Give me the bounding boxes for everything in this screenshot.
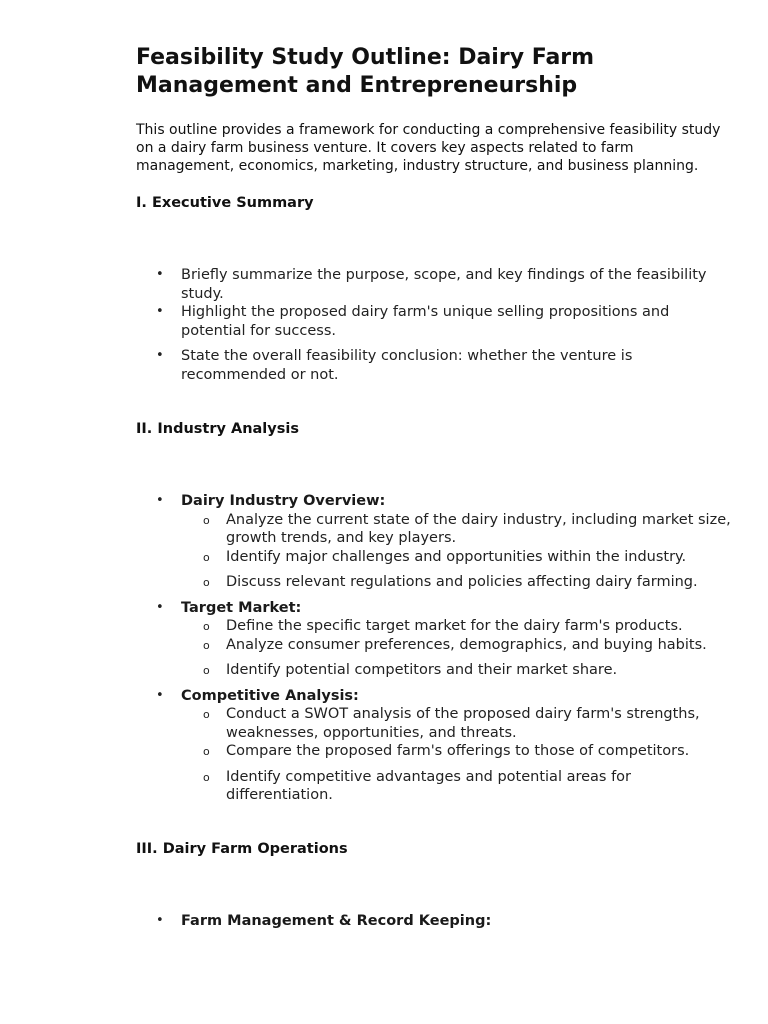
executive-summary-list — [136, 266, 732, 384]
sub-list-item — [181, 573, 732, 592]
group-label: Dairy Industry Overview: — [181, 493, 386, 509]
sub-list-item — [181, 548, 732, 567]
sub-list-item — [181, 742, 732, 761]
section-heading-industry-analysis: II. Industry Analysis — [136, 421, 299, 437]
sub-list-item — [181, 511, 732, 548]
dairy-farm-operations-list — [136, 912, 732, 931]
sub-item-text: Analyze the current state of the dairy industry, including market size, growth trends, and key players. — [226, 511, 731, 546]
sub-list-item — [181, 661, 732, 680]
document-content — [136, 44, 732, 930]
list-item-text: Highlight the proposed dairy farm's unique selling propositions and potential for success. — [181, 304, 670, 339]
document-title: Feasibility Study Outline: Dairy Farm Management and Entrepreneurship — [136, 45, 595, 98]
sub-item-text: Compare the proposed farm's offerings to those of competitors. — [226, 743, 690, 759]
list-item — [136, 303, 732, 340]
sub-list-item — [181, 636, 732, 655]
list-item — [136, 492, 732, 592]
list-item — [136, 912, 732, 931]
sub-item-text: Define the specific target market for the dairy farm's products. — [226, 618, 683, 634]
list-item — [136, 347, 732, 384]
section-heading-dairy-farm-operations: III. Dairy Farm Operations — [136, 840, 348, 857]
sub-item-text: Identify potential competitors and their market share. — [226, 662, 618, 678]
group-label: Competitive Analysis: — [181, 687, 359, 704]
intro-paragraph: This outline provides a framework for conducting a comprehensive feasibility study on a dairy farm business venture. It covers key aspects related to farm management, economics, marketing, industry structure, and business planning. — [136, 122, 721, 174]
sub-item-text: Conduct a SWOT analysis of the proposed dairy farm's strengths, weaknesses, opportunities, and threats. — [226, 706, 700, 741]
industry-analysis-list — [136, 492, 732, 805]
sub-item-text: Analyze consumer preferences, demographics, and buying habits. — [226, 636, 707, 653]
sub-list-item — [181, 705, 732, 742]
list-item — [136, 687, 732, 805]
sub-list-item — [181, 617, 732, 636]
list-item — [136, 599, 732, 680]
group-label: Farm Management & Record Keeping: — [181, 912, 492, 929]
sub-list — [181, 617, 732, 680]
list-item-text: State the overall feasibility conclusion: whether the venture is recommended or not. — [181, 348, 633, 383]
sub-item-text: Discuss relevant regulations and policies affecting dairy farming. — [226, 574, 698, 590]
section-heading-executive-summary: I. Executive Summary — [136, 195, 314, 211]
sub-list — [181, 511, 732, 592]
sub-list-item — [181, 768, 732, 805]
group-label: Target Market: — [181, 599, 302, 616]
sub-item-text: Identify major challenges and opportunities within the industry. — [226, 548, 687, 565]
list-item — [136, 266, 732, 303]
sub-item-text: Identify competitive advantages and potential areas for differentiation. — [226, 768, 632, 803]
list-item-text: Briefly summarize the purpose, scope, and key findings of the feasibility study. — [181, 267, 707, 302]
sub-list — [181, 705, 732, 805]
